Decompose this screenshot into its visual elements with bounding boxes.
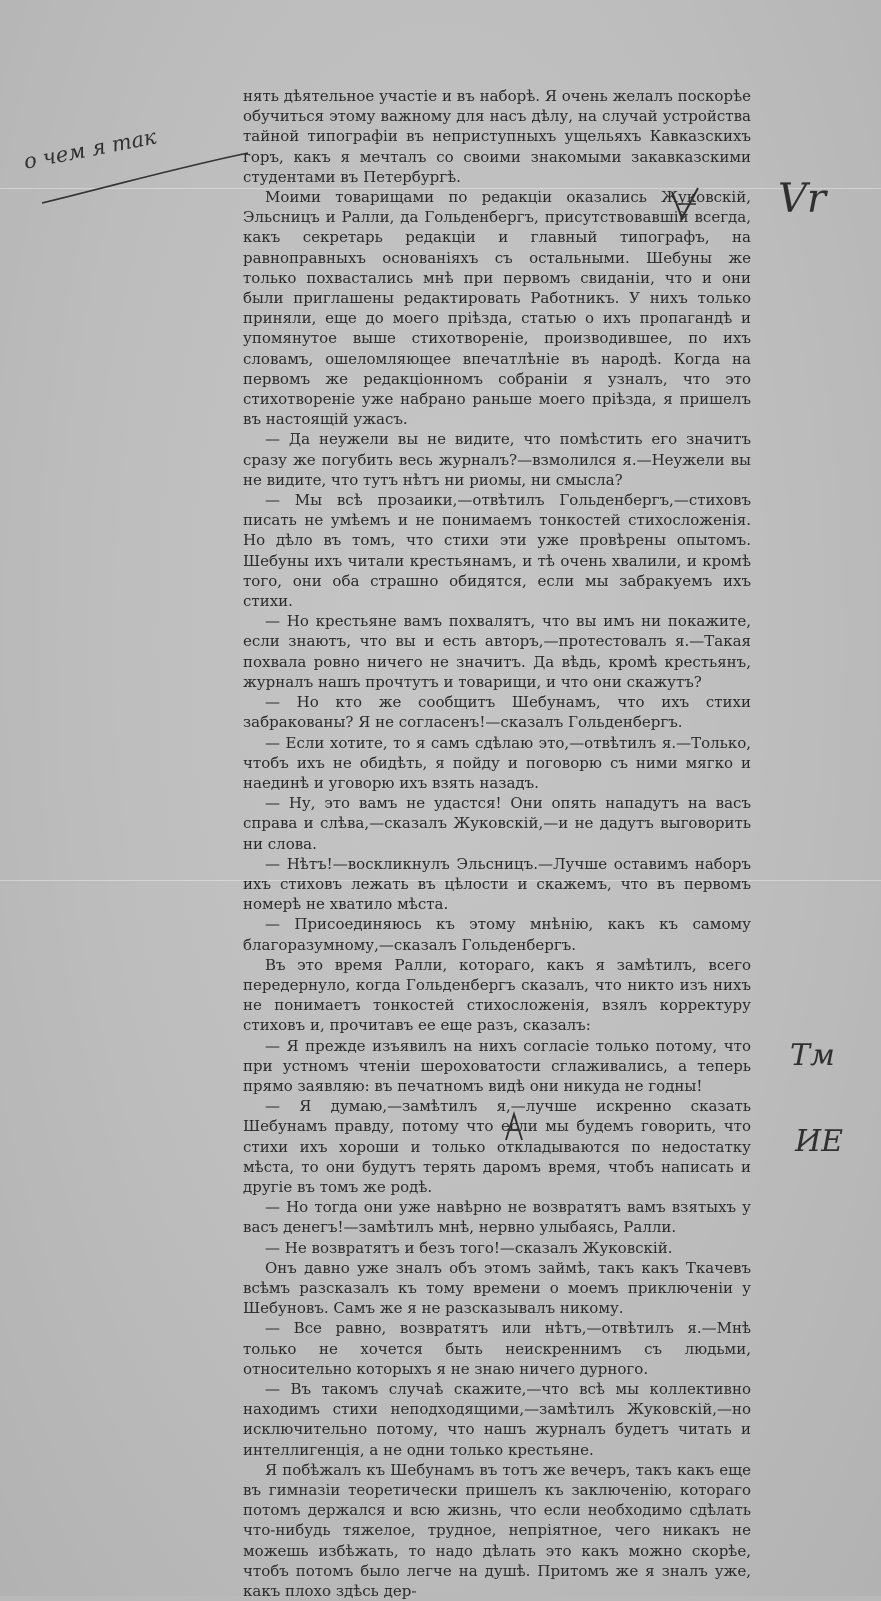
correction-mark-icon <box>668 186 702 222</box>
margin-note-right-mid: Тм <box>790 1038 835 1073</box>
paragraph: — Я прежде изъявилъ на нихъ согласіе только потому, что при устномъ чтеніи шероховатости сглаживались, а теперь прямо заявляю: въ печатномъ видѣ они никуда не годны! <box>243 1036 751 1095</box>
paragraph: — Но крестьяне вамъ похвалятъ, что вы имъ ни покажите, если знаютъ, что вы и есть авторъ,—протестовалъ я.—Такая похвала ровно ничего не значитъ. Да вѣдь, кромѣ крестьянъ, журналъ нашъ прочтутъ и товарищи, и что они скажутъ? <box>243 612 751 691</box>
paragraph: — Я думаю,—замѣтилъ я,—лучше искренно сказать Шебунамъ правду, потому что если мы будемъ говорить, что стихи ихъ хороши и только откладываются по недостатку мѣста, то они будутъ терять даромъ время, чтобъ написать и другіе въ томъ же родѣ. <box>243 1097 751 1196</box>
paragraph: — Но тогда они уже навѣрно не возвратятъ вамъ взятыхъ у васъ денегъ!—замѣтилъ мнѣ, нервно улыбаясь, Ралли. <box>243 1198 751 1237</box>
paragraph: — Мы всѣ прозаики,—отвѣтилъ Гольденбергъ,—стиховъ писать не умѣемъ и не понимаемъ тонкостей стихосложенія. Но дѣло въ томъ, что стихи эти уже провѣрены опытомъ. Шебуны ихъ читали крестьянамъ, и тѣ очень хвалили, и кромѣ того, они оба страшно обидятся, если мы забракуемъ ихъ стихи. <box>243 491 751 611</box>
paragraph: — Въ такомъ случаѣ скажите,—что всѣ мы коллективно находимъ стихи неподходящими,—замѣтилъ Жуковскій,—но исключительно потому, что нашъ журналъ будетъ читать и интеллигенція, а не одни только крестьяне. <box>243 1380 751 1459</box>
correction-mark-icon <box>502 1110 526 1144</box>
paragraph: нять дѣятельное участіе и въ наборѣ. Я очень желалъ поскорѣе обучиться этому важному для насъ дѣлу, на случай устройства тайной типографіи въ неприступныхъ ущельяхъ Кавказскихъ горъ, какъ я мечталъ со своими знакомыми закавказскими студентами въ Петербургѣ. <box>243 87 751 186</box>
paragraph: Онъ давно уже зналъ объ этомъ займѣ, такъ какъ Ткачевъ всѣмъ разсказалъ къ тому времени о моемъ приключеніи у Шебуновъ. Самъ же я не разсказывалъ никому. <box>243 1258 751 1318</box>
margin-note-left: о чем я так <box>21 124 159 174</box>
margin-note-right-mid-2: ИЕ <box>795 1124 844 1159</box>
handwritten-stroke-icon <box>40 145 250 207</box>
paragraph: — Да неужели вы не видите, что помѣстить его значитъ сразу же погубить весь журналъ?—взмолился я.—Неужели вы не видите, что тутъ нѣтъ ни риомы, ни смысла? <box>243 430 751 489</box>
paragraph: — Не возвратятъ и безъ того!—сказалъ Жуковскій. <box>265 1238 673 1257</box>
paragraph: — Но кто же сообщитъ Шебунамъ, что ихъ стихи забракованы? Я не согласенъ!—сказалъ Гольденбергъ. <box>243 693 751 732</box>
paragraph: Я побѣжалъ къ Шебунамъ въ тотъ же вечеръ, такъ какъ еще въ гимназіи теоретически пришелъ къ заключенію, котораго потомъ держался и всю жизнь, что если необходимо сдѣлать что-нибудь тяжелое, трудное, непріятное, чего никакъ не можешь избѣжать, то надо дѣлать это какъ можно скорѣе, чтобъ потомъ было легче на душѣ. Притомъ же я зналъ уже, какъ плохо здѣсь дер- <box>243 1460 751 1601</box>
paragraph: — Нѣтъ!—воскликнулъ Эльсницъ.—Лучше оставимъ наборъ ихъ стиховъ лежать въ цѣлости и скажемъ, что въ первомъ номерѣ не хватило мѣста. <box>243 854 751 914</box>
body-text <box>243 86 751 1601</box>
paragraph: — Все равно, возвратятъ или нѣтъ,—отвѣтилъ я.—Мнѣ только не хочется быть неискреннимъ съ людьми, относительно которыхъ я не знаю ничего дурного. <box>243 1319 751 1378</box>
paragraph: — Если хотите, то я самъ сдѣлаю это,—отвѣтилъ я.—Только, чтобъ ихъ не обидѣть, я пойду и поговорю съ ними мягко и наединѣ и уговорю ихъ взять назадъ. <box>243 733 751 792</box>
paragraph: — Ну, это вамъ не удастся! Они опять нападутъ на васъ справа и слѣва,—сказалъ Жуковскій,—и не дадутъ выговорить ни слова. <box>243 794 751 853</box>
margin-note-right-top: Vr <box>778 176 827 222</box>
paragraph: — Присоединяюсь къ этому мнѣнію, какъ къ самому благоразумному,—сказалъ Гольденбергъ. <box>243 915 751 954</box>
paragraph: Моими товарищами по редакціи оказались Жуковскій, Эльсницъ и Ралли, да Гольденбергъ, присутствовавшій всегда, какъ секретарь редакціи и главный типографъ, на равноправныхъ основаніяхъ съ остальными. Шебуны же только похвастались мнѣ при первомъ свиданіи, что и они были приглашены редактировать Работникъ. У нихъ только приняли, еще до моего пріѣзда, статью о ихъ пропагандѣ и упомянутое выше стихотвореніе, производившее, по ихъ словамъ, ошеломляющее впечатлѣніе въ народѣ. Когда на первомъ же редакціонномъ собраніи я узналъ, что это стихотвореніе уже набрано раньше моего пріѣзда, я пришелъ въ настоящій ужасъ. <box>243 188 751 429</box>
paragraph: Въ это время Ралли, котораго, какъ я замѣтилъ, всего передернуло, когда Гольденбергъ сказалъ, что никто изъ нихъ не понимаетъ тонкостей стихосложенія, взялъ корректуру стиховъ и, прочитавъ ее еще разъ, сказалъ: <box>243 955 751 1035</box>
